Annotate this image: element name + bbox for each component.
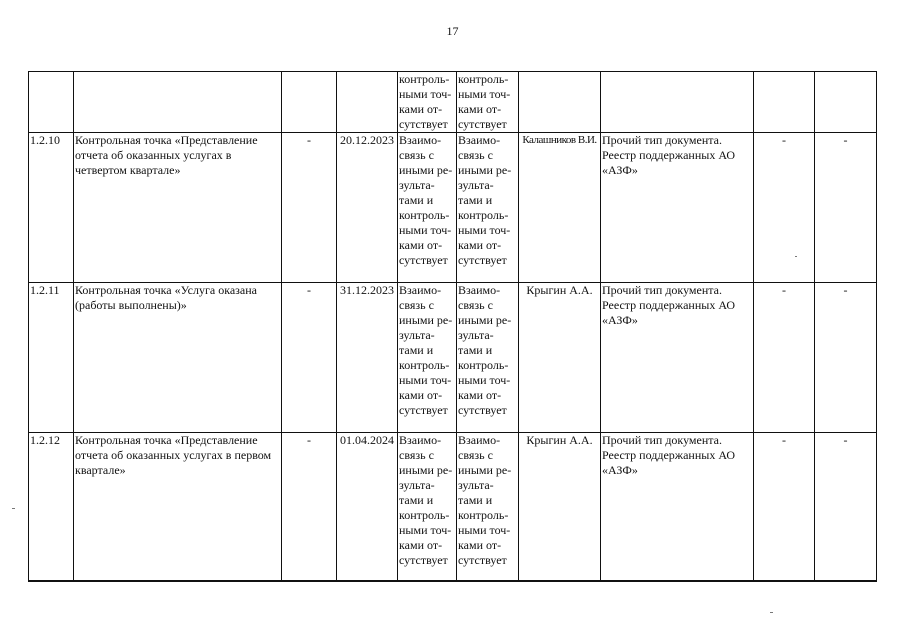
- cell-col10: -: [754, 133, 815, 283]
- cell-col11: -: [815, 283, 877, 433]
- table-row: [29, 133, 877, 283]
- cell-num: [29, 72, 74, 133]
- cell-title: Контрольная точка «Представление отчета об оказанных услугах в четвертом квартале»: [74, 133, 282, 283]
- cell-title: Контрольная точка «Услуга оказана (работы выполнены)»: [74, 283, 282, 433]
- cell-col3: [282, 72, 337, 133]
- cell-col3: -: [282, 133, 337, 283]
- cell-col11: -: [815, 433, 877, 582]
- cell-doc: [601, 72, 754, 133]
- cell-date: [337, 72, 398, 133]
- table-row-continuation: [29, 72, 877, 133]
- cell-link1: Взаимо- связь с иными ре- зульта- тами и контроль- ными точ- ками от- сутствует: [398, 433, 457, 582]
- cell-link2: Взаимо- связь с иными ре- зульта- тами и контроль- ными точ- ками от- сутствует: [457, 433, 519, 582]
- cell-link1: контроль- ными точ- ками от- сутствует: [398, 72, 457, 133]
- cell-doc: Прочий тип документа. Реестр поддержанных АО «АЗФ»: [601, 433, 754, 582]
- cell-executor: Крыгин А.А.: [519, 283, 601, 433]
- cell-num: 1.2.12: [29, 433, 74, 582]
- cell-link2: Взаимо- связь с иными ре- зульта- тами и контроль- ными точ- ками от- сутствует: [457, 133, 519, 283]
- cell-date: 01.04.2024: [337, 433, 398, 582]
- cell-link2: Взаимо- связь с иными ре- зульта- тами и контроль- ными точ- ками от- сутствует: [457, 283, 519, 433]
- scan-speck: [770, 612, 773, 613]
- cell-col10: -: [754, 433, 815, 582]
- table-row: [29, 433, 877, 582]
- table-bottom-rule: [28, 580, 877, 581]
- cell-col10: -: [754, 283, 815, 433]
- scan-speck: [795, 256, 797, 257]
- cell-col3: -: [282, 433, 337, 582]
- cell-executor: [519, 72, 601, 133]
- cell-date: 31.12.2023: [337, 283, 398, 433]
- cell-link2: контроль- ными точ- ками от- сутствует: [457, 72, 519, 133]
- cell-executor: Калашников В.И.: [519, 133, 601, 283]
- cell-col11: [815, 72, 877, 133]
- cell-num: 1.2.10: [29, 133, 74, 283]
- cell-date: 20.12.2023: [337, 133, 398, 283]
- control-points-table: [28, 71, 877, 582]
- page-number: 17: [446, 24, 459, 38]
- cell-link1: Взаимо- связь с иными ре- зульта- тами и контроль- ными точ- ками от- сутствует: [398, 133, 457, 283]
- cell-title: [74, 72, 282, 133]
- cell-col3: -: [282, 283, 337, 433]
- cell-link1: Взаимо- связь с иными ре- зульта- тами и контроль- ными точ- ками от- сутствует: [398, 283, 457, 433]
- table-row: [29, 283, 877, 433]
- cell-executor: Крыгин А.А.: [519, 433, 601, 582]
- scan-speck: [12, 508, 15, 509]
- cell-doc: Прочий тип документа. Реестр поддержанных АО «АЗФ»: [601, 133, 754, 283]
- cell-doc: Прочий тип документа. Реестр поддержанных АО «АЗФ»: [601, 283, 754, 433]
- cell-col11: -: [815, 133, 877, 283]
- cell-col10: [754, 72, 815, 133]
- cell-num: 1.2.11: [29, 283, 74, 433]
- cell-title: Контрольная точка «Представление отчета об оказанных услугах в первом квартале»: [74, 433, 282, 582]
